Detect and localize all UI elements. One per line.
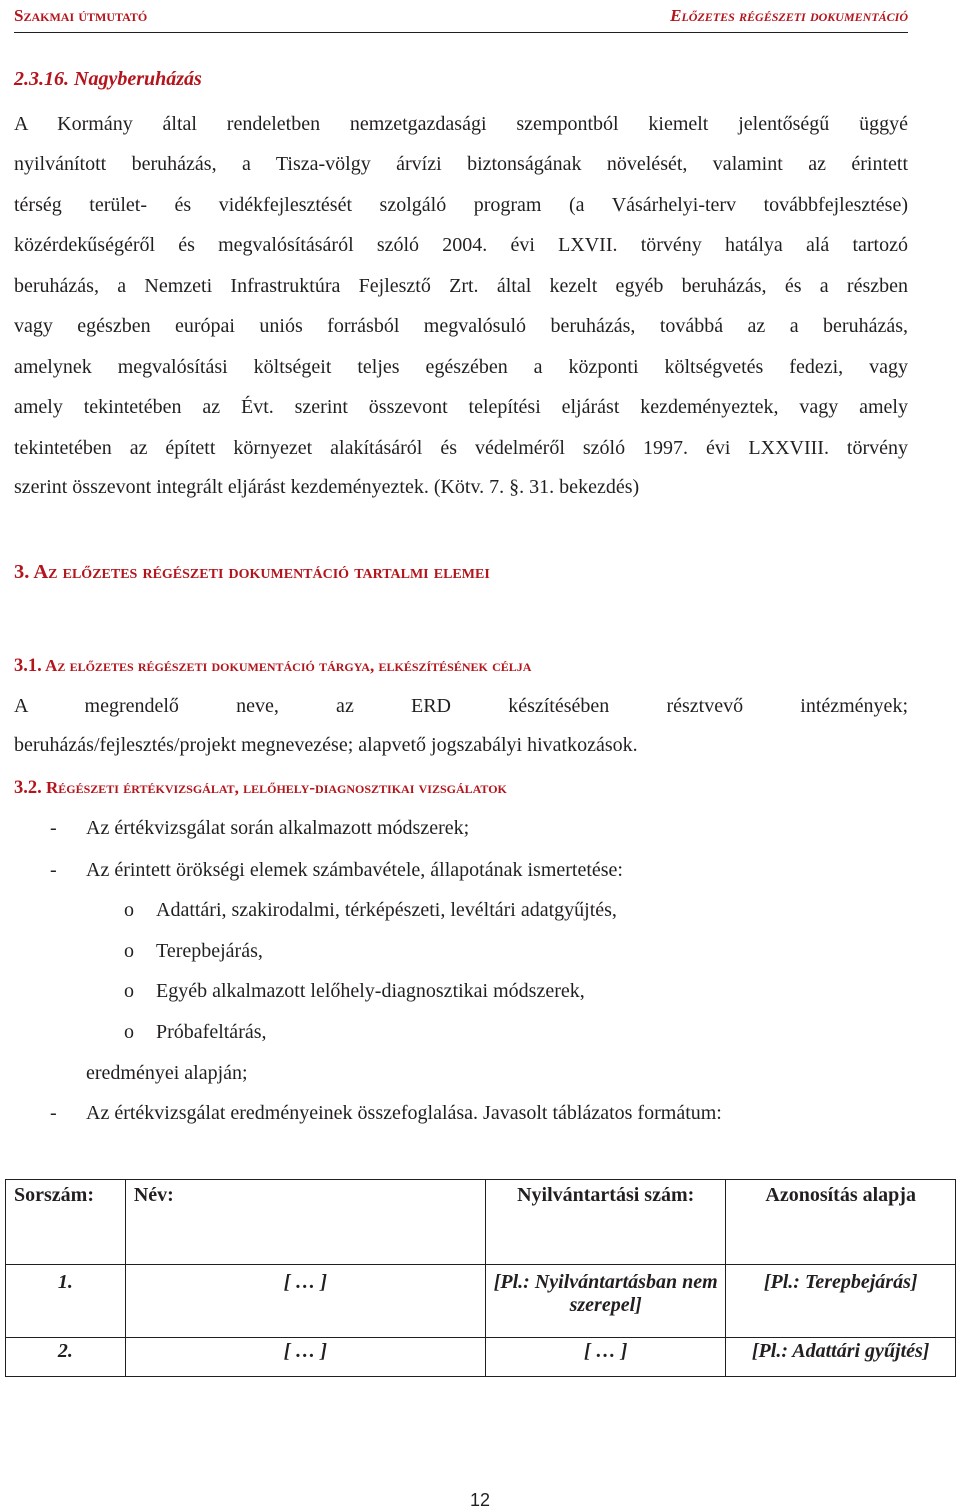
page-number: 12	[469, 1490, 491, 1510]
table-cell: [Pl.: Terepbejárás]	[726, 1265, 956, 1338]
paragraph-line: nyilvánított beruházás, a Tisza-völgy árvízi biztonságának növelését, valamint az érintett	[14, 153, 908, 175]
chapter-3-heading: 3. Az előzetes régészeti dokumentáció tartalmi elemei	[14, 561, 490, 583]
table-row	[6, 1338, 956, 1377]
paragraph-line: közérdekűségéről és megvalósításáról szóló 2004. évi LXVII. törvény hatálya alá tartozó	[14, 234, 908, 256]
table-cell: [ … ]	[125, 1265, 485, 1338]
list-item	[50, 817, 469, 840]
running-header	[14, 2, 908, 33]
sub-list-item	[124, 899, 617, 922]
dash-bullet: -	[50, 859, 57, 881]
paragraph-line: A Kormány által rendeletben nemzetgazdasági szempontból kiemelt jelentőségű üggyé	[14, 113, 908, 135]
table-cell: [Pl.: Adattári gyűjtés]	[726, 1338, 956, 1377]
running-header-left: Szakmai útmutató	[14, 6, 148, 25]
sub-list-item	[124, 940, 263, 963]
sub-list-item	[124, 1021, 267, 1044]
list-item-text: Az érintett örökségi elemek számbavétele, állapotának ismertetése:	[86, 859, 623, 881]
table-header-cell: Név:	[125, 1180, 485, 1265]
running-header-right: Előzetes régészeti dokumentáció	[670, 6, 908, 25]
sub-list-item-text: Egyéb alkalmazott lelőhely-diagnosztikai módszerek,	[156, 980, 585, 1002]
section-3-2-heading	[14, 778, 507, 799]
paragraph-line: amely tekintetében az Évt. szerint összevont telepítési eljárást kezdeményeztek, vagy amely	[14, 396, 908, 418]
paragraph-line: beruházás, a Nemzeti Infrastruktúra Fejlesztő Zrt. által kezelt egyéb beruházás, és a részben	[14, 275, 908, 297]
list-item-text: Az értékvizsgálat eredményeinek összefoglalása. Javasolt táblázatos formátum:	[86, 1102, 722, 1124]
table-row	[6, 1265, 956, 1338]
paragraph-line: térség terület- és vidékfejlesztését szolgáló program (a Vásárhelyi-terv továbbfejlesztése)	[14, 194, 908, 216]
sub-list-item-text: Terepbejárás,	[156, 940, 263, 962]
list-continuation: eredményei alapján;	[86, 1062, 248, 1084]
table-header-row	[6, 1180, 956, 1265]
paragraph-line: tekintetében az épített környezet alakításáról és védelméről szóló 1997. évi LXXVIII. törvény	[14, 437, 908, 459]
paragraph-line: vagy egészben európai uniós forrásból megvalósuló beruházás, továbbá az a beruházás,	[14, 315, 908, 337]
sub-list-item	[124, 980, 585, 1003]
sub-list-item-text: Adattári, szakirodalmi, térképészeti, levéltári adatgyűjtés,	[156, 899, 617, 921]
section-title: Az előzetes régészeti dokumentáció tárgya, elkészítésének célja	[45, 656, 532, 675]
table-cell: 1.	[6, 1265, 126, 1338]
section-3-1-line-2: beruházás/fejlesztés/projekt megnevezése; alapvető jogszabályi hivatkozások.	[14, 734, 638, 756]
dash-bullet: -	[50, 1102, 57, 1124]
list-item	[50, 1102, 722, 1125]
list-item-text: Az értékvizsgálat során alkalmazott módszerek;	[86, 817, 470, 839]
table-cell: [Pl.: Nyilvántartásban nem szerepel]	[486, 1265, 726, 1338]
table-header-cell: Azonosítás alapja	[726, 1180, 956, 1265]
section-heading-2-3-16: 2.3.16. Nagyberuházás	[14, 68, 202, 90]
section-number: 3.2.	[14, 778, 42, 798]
list-item	[50, 859, 623, 882]
dash-bullet: -	[50, 817, 57, 839]
section-3-1-heading	[14, 656, 531, 677]
section-title: Régészeti értékvizsgálat, lelőhely-diagnosztikai vizsgálatok	[46, 778, 507, 797]
section-3-1-line-1: A megrendelő neve, az ERD készítésében résztvevő intézmények;	[14, 695, 908, 717]
table-cell: [ … ]	[125, 1338, 485, 1377]
results-table	[5, 1179, 956, 1377]
section-number: 3.1.	[14, 656, 42, 676]
sub-list-item-text: Próbafeltárás,	[156, 1021, 267, 1043]
paragraph-last-line: szerint összevont integrált eljárást kezdeményeztek. (Kötv. 7. §. 31. bekezdés)	[14, 476, 640, 498]
circle-bullet: o	[124, 980, 134, 1002]
circle-bullet: o	[124, 940, 134, 962]
table-header-cell: Sorszám:	[6, 1180, 126, 1265]
circle-bullet: o	[124, 899, 134, 921]
table-cell: [ … ]	[486, 1338, 726, 1377]
table-cell: 2.	[6, 1338, 126, 1377]
table-header-cell: Nyilvántartási szám:	[486, 1180, 726, 1265]
circle-bullet: o	[124, 1021, 134, 1043]
paragraph-line: amelynek megvalósítási költségeit teljes egészében a központi költségvetés fedezi, vagy	[14, 356, 908, 378]
